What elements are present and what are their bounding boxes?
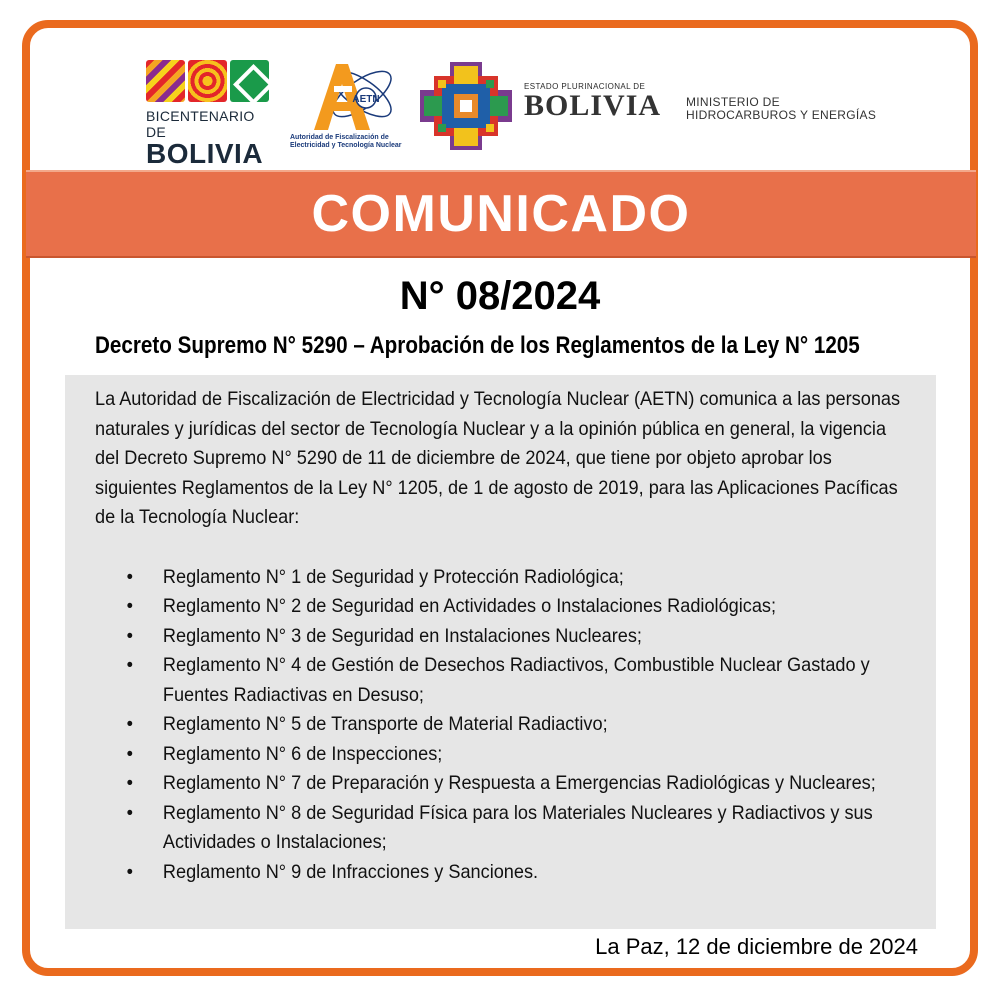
reglamentos-list (95, 563, 906, 888)
comunicado-banner (26, 170, 976, 258)
bicentenario-tiles (146, 60, 271, 102)
list-item: • Reglamento N° 4 de Gestión de Desechos Radiactivos, Combustible Nuclear Gastado y Fuentes Radiactivas en Desuso; (95, 651, 886, 710)
aetn-mark-text: AETN (352, 94, 380, 105)
banner-title: COMUNICADO (311, 185, 691, 243)
list-item: • Reglamento N° 8 de Seguridad Física para los Materiales Nucleares y Radiactivos y sus Actividades o Instalaciones; (95, 799, 886, 858)
list-item: • Reglamento N° 9 de Infracciones y Sanciones. (95, 858, 886, 888)
comunicado-subtitle: Decreto Supremo N° 5290 – Aprobación de los Reglamentos de la Ley N° 1205 (95, 332, 860, 359)
list-item: • Reglamento N° 7 de Preparación y Respuesta a Emergencias Radiológicas y Nucleares; (95, 769, 886, 799)
diamond-tile-icon (230, 60, 269, 102)
bicentenario-logo (146, 60, 271, 169)
aetn-logo (284, 56, 414, 156)
place-date: La Paz, 12 de diciembre de 2024 (595, 934, 918, 959)
list-item: • Reglamento N° 5 de Transporte de Material Radiactivo; (95, 710, 886, 740)
chakana-emblem-icon (420, 62, 512, 150)
aetn-emblem-icon (284, 56, 414, 136)
aetn-caption-line2: Electricidad y Tecnología Nuclear (290, 142, 402, 149)
list-item: • Reglamento N° 1 de Seguridad y Protección Radiológica; (95, 563, 886, 593)
aetn-caption (290, 134, 410, 150)
list-item: • Reglamento N° 3 de Seguridad en Instalaciones Nucleares; (95, 622, 886, 652)
estado-big-text: BOLIVIA (524, 89, 662, 122)
ministerio-logo (686, 96, 876, 122)
logo-bar (0, 0, 1000, 170)
pattern-tile-icon (146, 60, 185, 102)
aetn-caption-line1: Autoridad de Fiscalización de (290, 134, 389, 141)
body-content (65, 375, 936, 929)
intro-paragraph: La Autoridad de Fiscalización de Electricidad y Tecnología Nuclear (AETN) comunica a las personas naturales y jurídicas del sector de Tecnología Nuclear y a la opinión pública en general, la vigencia del Decreto Supremo N° 5290 de 11 de diciembre de 2024, que tiene por objeto aprobar los siguientes Reglamentos de la Ley N° 1205, de 1 de agosto de 2019, para las Aplicaciones Pacíficas de la Tecnología Nuclear: (95, 388, 901, 528)
spiral-tile-icon (188, 60, 227, 102)
comunicado-number: N° 08/2024 (399, 274, 601, 318)
bicentenario-text-line2: BOLIVIA (146, 138, 264, 169)
list-item: • Reglamento N° 6 de Inspecciones; (95, 740, 886, 770)
bicentenario-text-line1: BICENTENARIO DE (146, 108, 255, 140)
estado-plurinacional-logo (524, 82, 661, 121)
estado-small-text: ESTADO PLURINACIONAL DE (524, 82, 646, 91)
ministerio-line1: MINISTERIO DE (686, 95, 780, 109)
list-item: • Reglamento N° 2 de Seguridad en Actividades o Instalaciones Radiológicas; (95, 592, 886, 622)
ministerio-line2: HIDROCARBUROS Y ENERGÍAS (686, 108, 877, 122)
